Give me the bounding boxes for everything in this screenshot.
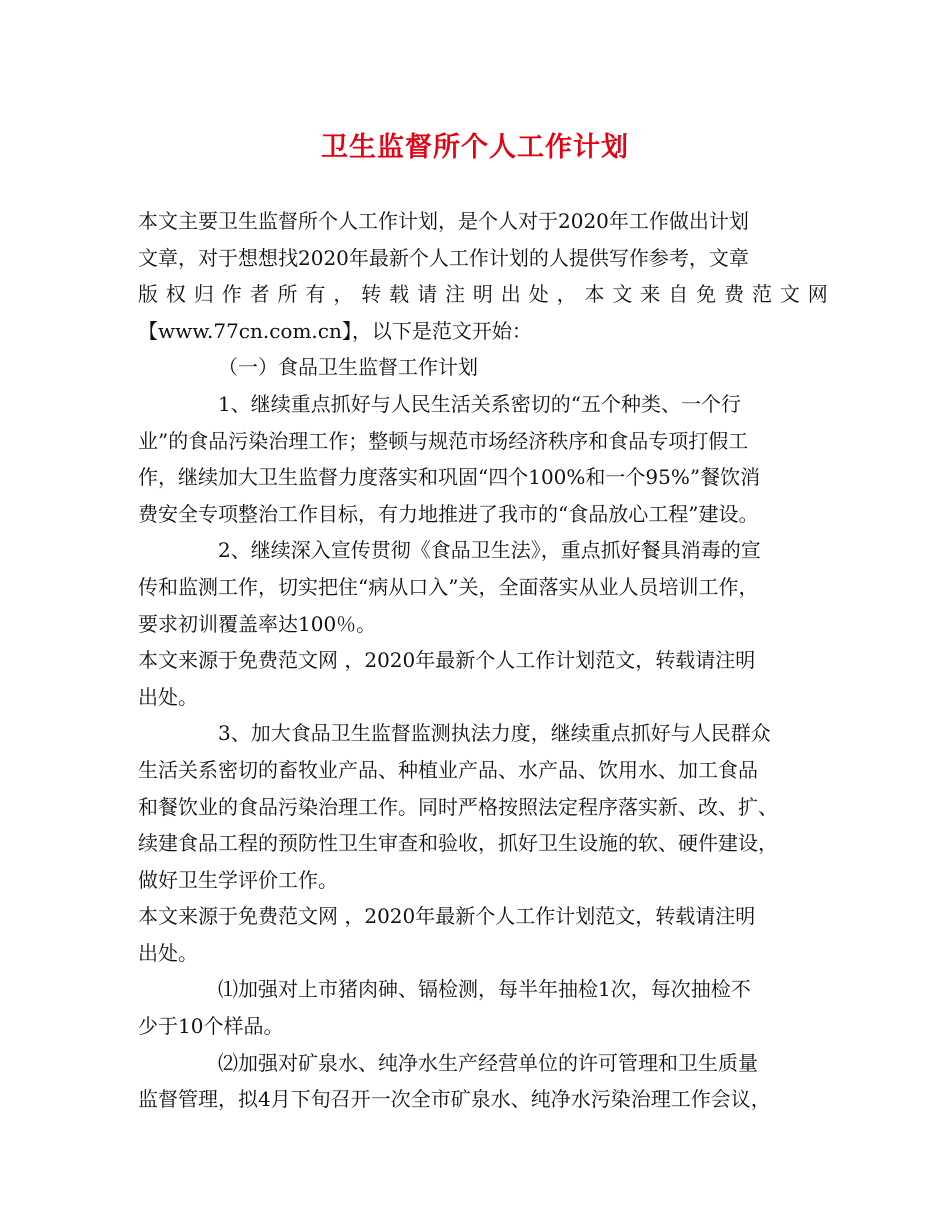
paragraph-line: 生活关系密切的畜牧业产品、种植业产品、水产品、饮用水、加工食品 [138, 757, 758, 782]
intro-char: 载 [389, 282, 410, 307]
intro-char: 出 [500, 282, 521, 307]
source-note-line: 出处。 [138, 940, 198, 965]
intro-char: 网 [807, 282, 828, 307]
paragraph-line: 费安全专项整治工作目标，有力地推进了我市的“食品放心工程”建设。 [138, 501, 759, 526]
intro-char: 文 [612, 282, 633, 307]
intro-char: 有 [305, 282, 326, 307]
intro-char: 版 [138, 282, 158, 307]
paragraph-line: ⑵加强对矿泉水、纯净水生产经营单位的许可管理和卫生质量 [218, 1050, 758, 1075]
paragraph-line: 做好卫生学评价工作。 [138, 867, 338, 892]
intro-char: ， [333, 282, 354, 307]
intro-char: 注 [444, 282, 465, 307]
intro-char: 处 [528, 282, 549, 307]
intro-char: 本 [584, 282, 605, 307]
intro-char: 权 [165, 282, 186, 307]
intro-char: 明 [472, 282, 493, 307]
intro-char: 自 [668, 282, 689, 307]
section-heading: （一）食品卫生监督工作计划 [218, 355, 478, 380]
intro-char: 来 [640, 282, 661, 307]
intro-char: 免 [696, 282, 717, 307]
paragraph-line: 作，继续加大卫生监督力度落实和巩固“四个100%和一个95%”餐饮消 [138, 465, 761, 490]
paragraph-line: 1、继续重点抓好与人民生活关系密切的“五个种类、一个行 [218, 391, 741, 416]
intro-char: 者 [249, 282, 270, 307]
intro-char: 转 [361, 282, 382, 307]
intro-char: 范 [751, 282, 772, 307]
paragraph-line: 少于10个样品。 [138, 1014, 284, 1039]
paragraph-line: ⑴加强对上市猪肉砷、镉检测，每半年抽检1次，每次抽检不 [218, 977, 751, 1002]
intro-char: 作 [221, 282, 242, 307]
intro-char: 归 [193, 282, 214, 307]
intro-char: 所 [277, 282, 298, 307]
paragraph-line: 2、继续深入宣传贯彻《食品卫生法》，重点抓好餐具消毒的宣 [218, 538, 761, 563]
paragraph-line: 业”的食品污染治理工作；整顿与规范市场经济秩序和食品专项打假工 [138, 428, 749, 453]
intro-line: 本文主要卫生监督所个人工作计划，是个人对于2020年工作做出计划 [138, 209, 749, 233]
source-note-line: 本文来源于免费范文网 ，2020年最新个人工作计划范文，转载请注明 [138, 648, 756, 673]
document-body [138, 203, 828, 1118]
intro-char: ， [556, 282, 577, 307]
intro-char: 费 [724, 282, 745, 307]
intro-line: 文章，对于想想找2020年最新个人工作计划的人提供写作参考，文章 [138, 245, 749, 270]
intro-char: 文 [779, 282, 800, 307]
paragraph-line: 和餐饮业的食品污染治理工作。同时严格按照法定程序落实新、改、扩、 [138, 794, 778, 819]
intro-char: 请 [417, 282, 438, 307]
paragraph-line: 续建食品工程的预防性卫生审查和验收，抓好卫生设施的软、硬件建设， [138, 831, 778, 856]
paragraph-line: 要求初训覆盖率达100％。 [138, 611, 377, 636]
intro-line-justified [138, 276, 828, 313]
paragraph-line: 3、加大食品卫生监督监测执法力度，继续重点抓好与人民群众 [218, 721, 771, 746]
paragraph-line: 传和监测工作，切实把住“病从口入”关，全面落实从业人员培训工作， [138, 574, 759, 599]
intro-line: 【www.77cn.com.cn】，以下是范文开始： [138, 318, 532, 343]
paragraph-line: 监督管理，拟4月下旬召开一次全市矿泉水、纯净水污染治理工作会议， [138, 1087, 771, 1112]
source-note-line: 出处。 [138, 684, 198, 709]
source-note-line: 本文来源于免费范文网 ，2020年最新个人工作计划范文，转载请注明 [138, 904, 756, 929]
document-title: 卫生监督所个人工作计划 [321, 132, 629, 163]
